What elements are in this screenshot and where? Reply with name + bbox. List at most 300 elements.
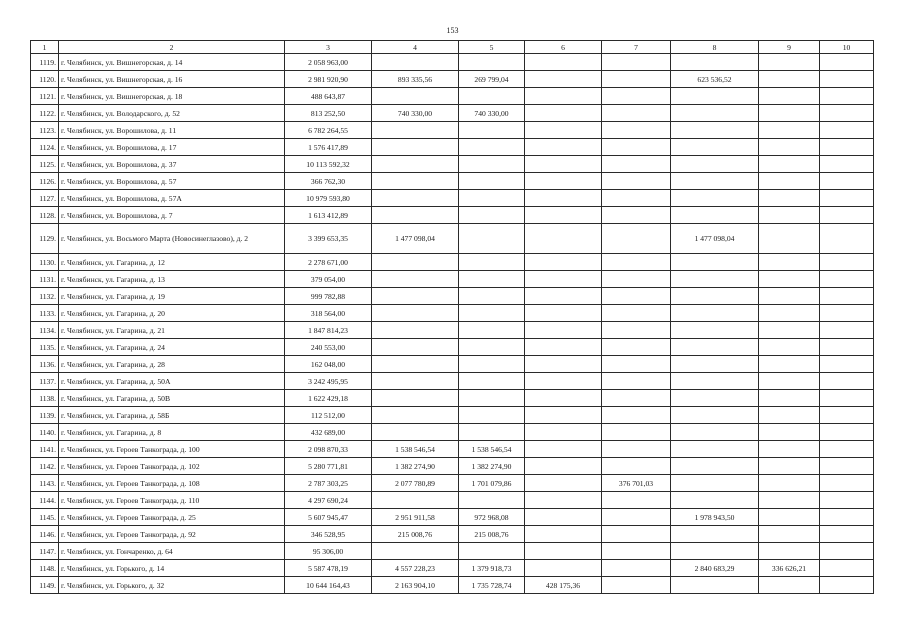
col4-cell: 2 163 904,10 [372, 577, 459, 594]
table-row [31, 88, 874, 105]
row-number: 1135. [31, 339, 59, 356]
col4-cell: 1 382 274,90 [372, 458, 459, 475]
col5-cell: 740 330,00 [459, 105, 525, 122]
col4-cell [372, 207, 459, 224]
col6-cell [525, 288, 602, 305]
col6-cell [525, 254, 602, 271]
column-header: 4 [372, 41, 459, 54]
col8-cell [671, 305, 759, 322]
table-row [31, 254, 874, 271]
col9-cell [759, 526, 820, 543]
address-cell: г. Челябинск, ул. Гагарина, д. 58Б [59, 407, 285, 424]
column-header: 3 [285, 41, 372, 54]
col6-cell [525, 224, 602, 254]
col4-cell: 2 951 911,58 [372, 509, 459, 526]
col10-cell [820, 190, 874, 207]
table-row [31, 173, 874, 190]
address-cell: г. Челябинск, ул. Героев Танкограда, д. 102 [59, 458, 285, 475]
table-row [31, 390, 874, 407]
col9-cell [759, 88, 820, 105]
col3-cell: 112 512,00 [285, 407, 372, 424]
col6-cell [525, 271, 602, 288]
col5-cell [459, 122, 525, 139]
col4-cell [372, 492, 459, 509]
col3-cell: 1 613 412,89 [285, 207, 372, 224]
row-number: 1140. [31, 424, 59, 441]
col4-cell [372, 190, 459, 207]
col5-cell [459, 190, 525, 207]
col3-cell: 5 587 478,19 [285, 560, 372, 577]
col4-cell [372, 356, 459, 373]
row-number: 1138. [31, 390, 59, 407]
col4-cell [372, 122, 459, 139]
col4-cell: 1 477 098,04 [372, 224, 459, 254]
address-cell: г. Челябинск, ул. Героев Танкограда, д. 108 [59, 475, 285, 492]
table-row [31, 458, 874, 475]
col6-cell [525, 560, 602, 577]
col6-cell [525, 390, 602, 407]
col6-cell [525, 156, 602, 173]
col8-cell: 1 477 098,04 [671, 224, 759, 254]
col5-cell [459, 356, 525, 373]
col5-cell: 215 008,76 [459, 526, 525, 543]
col3-cell: 3 242 495,95 [285, 373, 372, 390]
row-number: 1134. [31, 322, 59, 339]
col8-cell [671, 373, 759, 390]
row-number: 1119. [31, 54, 59, 71]
col9-cell [759, 254, 820, 271]
col9-cell [759, 373, 820, 390]
col6-cell [525, 458, 602, 475]
col4-cell [372, 305, 459, 322]
address-cell: г. Челябинск, ул. Ворошилова, д. 57А [59, 190, 285, 207]
col5-cell [459, 322, 525, 339]
col8-cell [671, 190, 759, 207]
col9-cell [759, 322, 820, 339]
column-header: 7 [602, 41, 671, 54]
col10-cell [820, 373, 874, 390]
col8-cell [671, 254, 759, 271]
col9-cell [759, 105, 820, 122]
col9-cell [759, 54, 820, 71]
table-row [31, 407, 874, 424]
col10-cell [820, 173, 874, 190]
row-number: 1147. [31, 543, 59, 560]
col9-cell [759, 509, 820, 526]
col5-cell [459, 254, 525, 271]
address-cell: г. Челябинск, ул. Володарского, д. 52 [59, 105, 285, 122]
col10-cell [820, 509, 874, 526]
table-row [31, 190, 874, 207]
row-number: 1137. [31, 373, 59, 390]
col5-cell [459, 305, 525, 322]
col3-cell: 488 643,87 [285, 88, 372, 105]
col8-cell: 2 840 683,29 [671, 560, 759, 577]
table-row [31, 526, 874, 543]
col6-cell [525, 207, 602, 224]
col7-cell [602, 322, 671, 339]
col9-cell [759, 543, 820, 560]
address-cell: г. Челябинск, ул. Ворошилова, д. 11 [59, 122, 285, 139]
col6-cell [525, 356, 602, 373]
address-cell: г. Челябинск, ул. Гагарина, д. 13 [59, 271, 285, 288]
col7-cell [602, 139, 671, 156]
col7-cell: 376 701,03 [602, 475, 671, 492]
col9-cell [759, 577, 820, 594]
col5-cell: 1 701 079,86 [459, 475, 525, 492]
col10-cell [820, 492, 874, 509]
col3-cell: 6 782 264,55 [285, 122, 372, 139]
col5-cell [459, 139, 525, 156]
col3-cell: 5 607 945,47 [285, 509, 372, 526]
col3-cell: 2 098 870,33 [285, 441, 372, 458]
col8-cell [671, 390, 759, 407]
address-cell: г. Челябинск, ул. Гончаренко, д. 64 [59, 543, 285, 560]
col9-cell [759, 407, 820, 424]
row-number: 1132. [31, 288, 59, 305]
col5-cell [459, 543, 525, 560]
col9-cell [759, 356, 820, 373]
col8-cell [671, 458, 759, 475]
col3-cell: 1 622 429,18 [285, 390, 372, 407]
col9-cell [759, 492, 820, 509]
table-row [31, 373, 874, 390]
col8-cell [671, 322, 759, 339]
col8-cell [671, 122, 759, 139]
row-number: 1127. [31, 190, 59, 207]
col6-cell [525, 190, 602, 207]
row-number: 1124. [31, 139, 59, 156]
col4-cell: 215 008,76 [372, 526, 459, 543]
column-header: 9 [759, 41, 820, 54]
col3-cell: 366 762,30 [285, 173, 372, 190]
col3-cell: 2 787 303,25 [285, 475, 372, 492]
table-row [31, 441, 874, 458]
col9-cell [759, 156, 820, 173]
col4-cell [372, 543, 459, 560]
col8-cell [671, 356, 759, 373]
address-cell: г. Челябинск, ул. Гагарина, д. 24 [59, 339, 285, 356]
col3-cell: 162 048,00 [285, 356, 372, 373]
address-cell: г. Челябинск, ул. Горького, д. 32 [59, 577, 285, 594]
col7-cell [602, 509, 671, 526]
col4-cell: 740 330,00 [372, 105, 459, 122]
col10-cell [820, 560, 874, 577]
row-number: 1144. [31, 492, 59, 509]
col10-cell [820, 156, 874, 173]
row-number: 1136. [31, 356, 59, 373]
col7-cell [602, 373, 671, 390]
table-row [31, 560, 874, 577]
address-cell: г. Челябинск, ул. Гагарина, д. 12 [59, 254, 285, 271]
col9-cell [759, 207, 820, 224]
col3-cell: 2 981 920,90 [285, 71, 372, 88]
col10-cell [820, 207, 874, 224]
col3-cell: 318 564,00 [285, 305, 372, 322]
col10-cell [820, 526, 874, 543]
registry-table [30, 40, 874, 594]
address-cell: г. Челябинск, ул. Гагарина, д. 50А [59, 373, 285, 390]
col10-cell [820, 339, 874, 356]
address-cell: г. Челябинск, ул. Вишнегорская, д. 18 [59, 88, 285, 105]
col3-cell: 10 979 593,80 [285, 190, 372, 207]
col6-cell [525, 373, 602, 390]
col8-cell [671, 54, 759, 71]
col6-cell [525, 475, 602, 492]
col8-cell [671, 156, 759, 173]
col7-cell [602, 173, 671, 190]
col3-cell: 379 054,00 [285, 271, 372, 288]
col9-cell [759, 390, 820, 407]
col3-cell: 10 113 592,32 [285, 156, 372, 173]
col10-cell [820, 271, 874, 288]
col10-cell [820, 122, 874, 139]
table-row [31, 305, 874, 322]
col4-cell: 4 557 228,23 [372, 560, 459, 577]
col6-cell: 428 175,36 [525, 577, 602, 594]
table-row [31, 224, 874, 254]
col9-cell [759, 224, 820, 254]
col6-cell [525, 526, 602, 543]
col7-cell [602, 224, 671, 254]
column-header: 6 [525, 41, 602, 54]
row-number: 1125. [31, 156, 59, 173]
table-row [31, 271, 874, 288]
col7-cell [602, 441, 671, 458]
col7-cell [602, 305, 671, 322]
col7-cell [602, 122, 671, 139]
col8-cell [671, 441, 759, 458]
col7-cell [602, 407, 671, 424]
row-number: 1121. [31, 88, 59, 105]
address-cell: г. Челябинск, ул. Героев Танкограда, д. 92 [59, 526, 285, 543]
col4-cell [372, 288, 459, 305]
col4-cell [372, 88, 459, 105]
col3-cell: 999 782,88 [285, 288, 372, 305]
table-row [31, 322, 874, 339]
col6-cell [525, 441, 602, 458]
col10-cell [820, 390, 874, 407]
col10-cell [820, 288, 874, 305]
row-number: 1129. [31, 224, 59, 254]
table-row [31, 156, 874, 173]
address-cell: г. Челябинск, ул. Восьмого Марта (Новосинеглазово), д. 2 [59, 224, 285, 254]
col3-cell: 2 058 963,00 [285, 54, 372, 71]
col9-cell [759, 458, 820, 475]
table-row [31, 356, 874, 373]
col5-cell [459, 424, 525, 441]
col7-cell [602, 492, 671, 509]
address-cell: г. Челябинск, ул. Ворошилова, д. 7 [59, 207, 285, 224]
col10-cell [820, 224, 874, 254]
row-number: 1126. [31, 173, 59, 190]
col5-cell: 269 799,04 [459, 71, 525, 88]
col9-cell [759, 424, 820, 441]
address-cell: г. Челябинск, ул. Гагарина, д. 21 [59, 322, 285, 339]
col7-cell [602, 288, 671, 305]
col9-cell [759, 441, 820, 458]
col8-cell [671, 105, 759, 122]
col7-cell [602, 458, 671, 475]
col3-cell: 4 297 690,24 [285, 492, 372, 509]
col10-cell [820, 139, 874, 156]
address-cell: г. Челябинск, ул. Гагарина, д. 19 [59, 288, 285, 305]
col6-cell [525, 424, 602, 441]
column-header: 1 [31, 41, 59, 54]
col8-cell [671, 492, 759, 509]
col6-cell [525, 305, 602, 322]
table-row [31, 122, 874, 139]
col4-cell: 2 077 780,89 [372, 475, 459, 492]
col7-cell [602, 356, 671, 373]
col3-cell: 1 847 814,23 [285, 322, 372, 339]
col5-cell [459, 88, 525, 105]
col6-cell [525, 322, 602, 339]
row-number: 1145. [31, 509, 59, 526]
column-header: 2 [59, 41, 285, 54]
col3-cell: 5 280 771,81 [285, 458, 372, 475]
col10-cell [820, 458, 874, 475]
address-cell: г. Челябинск, ул. Ворошилова, д. 17 [59, 139, 285, 156]
address-cell: г. Челябинск, ул. Ворошилова, д. 57 [59, 173, 285, 190]
col9-cell [759, 190, 820, 207]
col4-cell [372, 173, 459, 190]
col10-cell [820, 54, 874, 71]
col10-cell [820, 407, 874, 424]
col3-cell: 2 278 671,00 [285, 254, 372, 271]
row-number: 1131. [31, 271, 59, 288]
col5-cell [459, 173, 525, 190]
row-number: 1141. [31, 441, 59, 458]
col8-cell [671, 475, 759, 492]
col7-cell [602, 254, 671, 271]
column-header: 8 [671, 41, 759, 54]
col8-cell [671, 271, 759, 288]
col7-cell [602, 105, 671, 122]
col8-cell [671, 207, 759, 224]
col7-cell [602, 207, 671, 224]
col4-cell [372, 390, 459, 407]
col10-cell [820, 577, 874, 594]
col5-cell [459, 207, 525, 224]
row-number: 1133. [31, 305, 59, 322]
address-cell: г. Челябинск, ул. Гагарина, д. 28 [59, 356, 285, 373]
table-row [31, 207, 874, 224]
col9-cell [759, 71, 820, 88]
column-header: 5 [459, 41, 525, 54]
col7-cell [602, 190, 671, 207]
col4-cell: 893 335,56 [372, 71, 459, 88]
col5-cell: 1 538 546,54 [459, 441, 525, 458]
address-cell: г. Челябинск, ул. Героев Танкограда, д. 25 [59, 509, 285, 526]
row-number: 1142. [31, 458, 59, 475]
col8-cell [671, 139, 759, 156]
col8-cell [671, 424, 759, 441]
col8-cell [671, 288, 759, 305]
row-number: 1128. [31, 207, 59, 224]
col7-cell [602, 271, 671, 288]
col10-cell [820, 441, 874, 458]
col6-cell [525, 173, 602, 190]
col7-cell [602, 543, 671, 560]
col4-cell [372, 156, 459, 173]
row-number: 1143. [31, 475, 59, 492]
col9-cell [759, 339, 820, 356]
col4-cell [372, 339, 459, 356]
table-row [31, 543, 874, 560]
row-number: 1120. [31, 71, 59, 88]
table-row [31, 577, 874, 594]
table-row [31, 54, 874, 71]
row-number: 1122. [31, 105, 59, 122]
col10-cell [820, 254, 874, 271]
col5-cell: 1 382 274,90 [459, 458, 525, 475]
address-cell: г. Челябинск, ул. Ворошилова, д. 37 [59, 156, 285, 173]
table-row [31, 139, 874, 156]
row-number: 1148. [31, 560, 59, 577]
col10-cell [820, 322, 874, 339]
col10-cell [820, 543, 874, 560]
address-cell: г. Челябинск, ул. Героев Танкограда, д. 110 [59, 492, 285, 509]
col7-cell [602, 424, 671, 441]
col7-cell [602, 577, 671, 594]
col7-cell [602, 560, 671, 577]
col4-cell [372, 254, 459, 271]
col5-cell [459, 224, 525, 254]
col8-cell [671, 577, 759, 594]
col6-cell [525, 509, 602, 526]
col3-cell: 3 399 653,35 [285, 224, 372, 254]
col4-cell [372, 271, 459, 288]
col4-cell [372, 424, 459, 441]
table-body [31, 54, 874, 594]
address-cell: г. Челябинск, ул. Горького, д. 14 [59, 560, 285, 577]
col5-cell [459, 373, 525, 390]
col7-cell [602, 526, 671, 543]
table-row [31, 71, 874, 88]
col3-cell: 95 306,00 [285, 543, 372, 560]
table-row [31, 288, 874, 305]
col7-cell [602, 390, 671, 407]
address-cell: г. Челябинск, ул. Вишнегорская, д. 14 [59, 54, 285, 71]
address-cell: г. Челябинск, ул. Гагарина, д. 20 [59, 305, 285, 322]
table-row [31, 492, 874, 509]
table-row [31, 424, 874, 441]
col5-cell: 1 379 918,73 [459, 560, 525, 577]
col6-cell [525, 139, 602, 156]
page-number: 153 [446, 26, 459, 35]
col6-cell [525, 543, 602, 560]
row-number: 1146. [31, 526, 59, 543]
col4-cell: 1 538 546,54 [372, 441, 459, 458]
col8-cell [671, 88, 759, 105]
col7-cell [602, 156, 671, 173]
table-row [31, 105, 874, 122]
col9-cell [759, 122, 820, 139]
col4-cell [372, 407, 459, 424]
col4-cell [372, 322, 459, 339]
table-row [31, 509, 874, 526]
col8-cell [671, 339, 759, 356]
col4-cell [372, 139, 459, 156]
address-cell: г. Челябинск, ул. Героев Танкограда, д. 100 [59, 441, 285, 458]
col4-cell [372, 54, 459, 71]
col10-cell [820, 475, 874, 492]
col7-cell [602, 71, 671, 88]
col6-cell [525, 54, 602, 71]
col8-cell: 1 978 943,50 [671, 509, 759, 526]
col10-cell [820, 105, 874, 122]
